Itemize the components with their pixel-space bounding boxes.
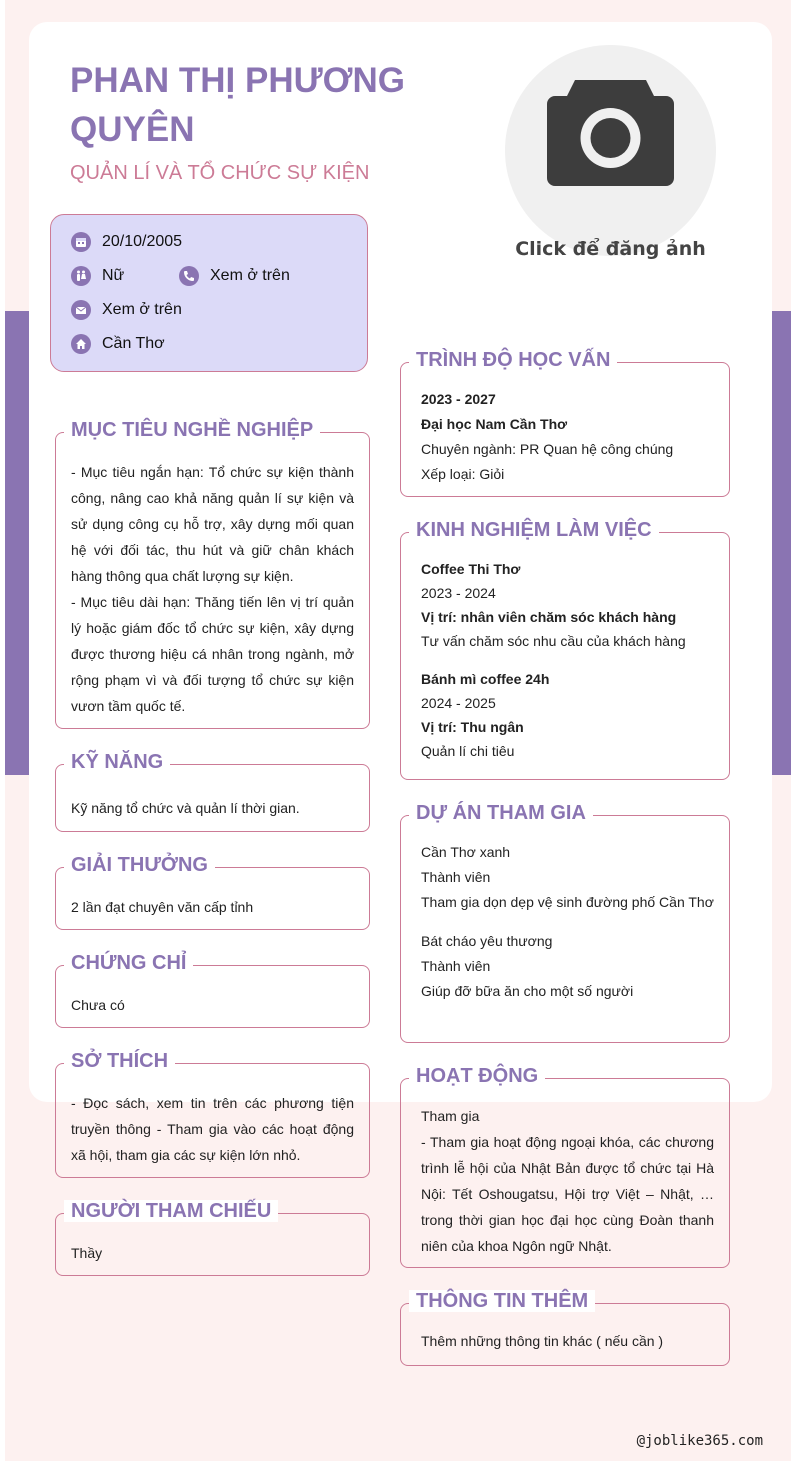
calendar-icon [71,232,91,252]
gender-value: Nữ [102,267,125,284]
section-hobbies-title: SỞ THÍCH [64,1050,175,1072]
project-item [421,929,714,1004]
address-value: Cần Thơ [102,335,165,352]
camera-icon [547,76,674,186]
contact-info-box [50,214,368,372]
job-title: QUẢN LÍ VÀ TỔ CHỨC SỰ KIỆN [70,162,370,184]
email-row [71,300,182,320]
photo-upload-label: Click để đăng ảnh [515,238,706,260]
project-item [421,840,714,915]
objective-long-term: - Mục tiêu dài hạn: Thăng tiến lên vị trí quản lý hoặc giám đốc tổ chức sự kiện, xây dựng được thương hiệu cá nhân trong ngành, mở rộng phạm vì và đối tượng tổ chức sự kiện vươn tầm quốc tế. [71,594,354,714]
section-certificates [55,952,370,1028]
gender-icon [71,266,91,286]
awards-text: 2 lần đạt chuyên văn cấp tỉnh [71,899,254,915]
project-name: Cần Thơ xanh [421,844,511,860]
address-row [71,334,165,354]
email-value: Xem ở trên [102,301,182,318]
skills-text: Kỹ năng tổ chức và quản lí thời gian. [71,800,300,816]
project-role: Thành viên [421,958,491,974]
activities-description: - Tham gia hoạt động ngoại khóa, các chương trình lễ hội của Nhật Bản được tổ chức tại Hà Nội: Tết Oshougatsu, Hội trợ Việt – Nhật, … trong thời gian học đại học cùng Đoàn thanh niên của khoa Ngôn ngữ Nhật. [421,1134,714,1254]
gender-row [71,266,124,286]
section-skills-title: KỸ NĂNG [64,751,170,773]
job-period: 2023 - 2024 [421,585,496,601]
section-hobbies [55,1050,370,1178]
certificates-text: Chưa có [71,997,125,1013]
activities-label: Tham gia [421,1108,480,1124]
extra-info-text: Thêm những thông tin khác ( nếu cần ) [421,1333,664,1349]
education-major: Chuyên ngành: PR Quan hệ công chúng [421,441,674,457]
section-projects [400,802,730,1043]
watermark: @joblike365.com [636,1433,763,1449]
job-position: Vị trí: nhân viên chăm sóc khách hàng [421,609,677,625]
section-activities-title: HOẠT ĐỘNG [409,1065,545,1087]
job-company: Bánh mì coffee 24h [421,671,550,687]
objective-short-term: - Mục tiêu ngắn hạn: Tổ chức sự kiện thành công, nâng cao khả năng quản lí sự kiện và sử dụng công cụ hỗ trợ, xây dựng mối quan hệ với đối tác, thu hút và giữ chân khách hàng thông qua chất lượng sự kiện. [71,464,354,584]
section-experience [400,519,730,780]
job-period: 2024 - 2025 [421,695,496,711]
section-activities [400,1065,730,1268]
section-references [55,1200,370,1276]
mail-icon [71,300,91,320]
job-position: Vị trí: Thu ngân [421,719,524,735]
job-description: Quản lí chi tiêu [421,743,515,759]
section-extra-info [400,1290,730,1366]
full-name: PHAN THỊ PHƯƠNG QUYÊN [70,61,406,149]
project-name: Bát cháo yêu thương [421,933,553,949]
section-certificates-title: CHỨNG CHỈ [64,952,193,974]
job-description: Tư vấn chăm sóc nhu cầu của khách hàng [421,633,686,649]
project-description: Giúp đỡ bữa ăn cho một số người [421,983,634,999]
education-school: Đại học Nam Cần Thơ [421,416,568,432]
phone-icon [179,266,199,286]
experience-job [421,557,714,653]
home-icon [71,334,91,354]
hobbies-text: - Đọc sách, xem tin trên các phương tiện truyền thông - Tham gia vào các hoạt động xã hội, tham gia các sự kiện lớn nhỏ. [71,1095,354,1163]
phone-value: Xem ở trên [210,267,290,284]
education-period: 2023 - 2027 [421,391,496,407]
project-role: Thành viên [421,869,491,885]
phone-row [179,266,290,286]
photo-upload[interactable] [505,45,716,260]
birthday-value: 20/10/2005 [102,233,183,250]
section-experience-title: KINH NGHIỆM LÀM VIỆC [409,519,659,541]
section-references-title: NGƯỜI THAM CHIẾU [64,1200,278,1222]
experience-job [421,667,714,763]
references-text: Thầy [71,1245,103,1261]
section-objective-title: MỤC TIÊU NGHỀ NGHIỆP [64,419,320,441]
section-skills [55,751,370,832]
section-projects-title: DỰ ÁN THAM GIA [409,802,593,824]
project-description: Tham gia dọn dẹp vệ sinh đường phố Cần Thơ [421,894,714,910]
section-objective [55,419,370,729]
section-extra-info-title: THÔNG TIN THÊM [409,1290,595,1312]
section-awards [55,854,370,930]
section-education-title: TRÌNH ĐỘ HỌC VẤN [409,349,617,371]
education-grade: Xếp loại: Giỏi [421,466,505,482]
job-company: Coffee Thi Thơ [421,561,521,577]
section-education [400,349,730,497]
cv-page [5,0,791,1461]
section-awards-title: GIẢI THƯỞNG [64,854,215,876]
birthday-row [71,232,182,252]
